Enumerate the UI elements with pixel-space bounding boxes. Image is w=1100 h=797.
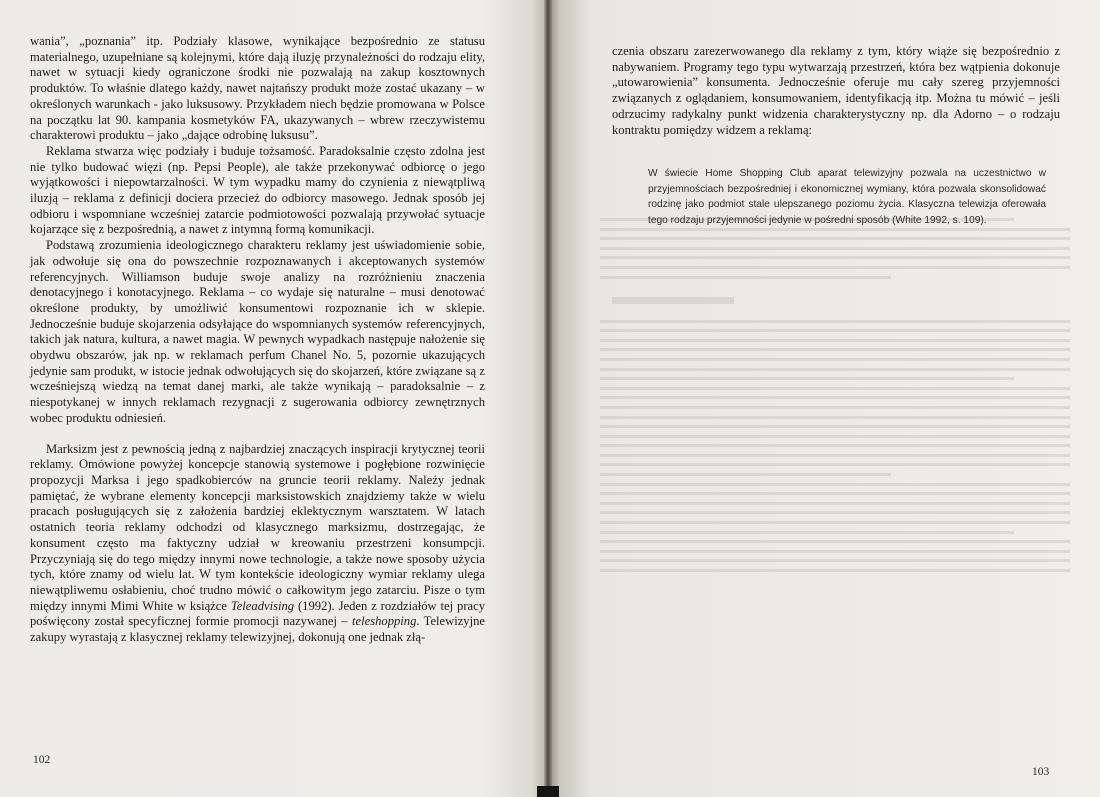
paragraph: Podstawą zrozumienia ideologicznego charakteru reklamy jest uświadomienie sobie, jak odwołuje się ona do powszechnie rozpoznawanych i akceptowanych systemów referencyjnych. Williamson buduje swoje analizy na rozróżnieniu znaczenia denotacyjnego i konotacyjnego. Reklama – co wydaje się naturalne – musi denotować określone produkty, by umożliwić konsumentowi rozpoznanie ich w sklepie. Jednocześnie buduje skojarzenia odsyłające do wspomnianych systemów referencyjnych, takich jak natura, kultura, a nawet magia. W pewnych wypadkach następuje nałożenie się obydwu obszarów, jak np. w reklamach perfum Chanel No. 5, pozornie ukazujących jedynie sam produkt, w istocie jednak odwołujących się do skojarzeń, które związane są z wcześniejszą wiedzą na temat danej marki, ale także wynikają – paradoksalnie – z niespotykanej w innych reklamach rezygnacji z sugerowania odbiorcy zewnętrznych wobec produktu odniesień. <box>30 238 485 425</box>
paragraph-text: (1992). Jeden z rozdziałów tej pracy poświęcony został specyficznej formie promocji nazywanej – <box>30 598 485 629</box>
left-page <box>0 0 548 797</box>
gutter-shadow <box>537 786 559 797</box>
quote-text: W świecie Home Shopping Club aparat telewizyjny pozwala na uczestnictwo w przyjemnościach bezpośredniej i ekonomicznej wymiany, która pozwala skonsolidować rodzinę jako podmiot stale ulepszanego poziomu życia. Klasyczna telewizja oferowała tego rodzaju przyjemności jedynie w pośredni sposób (White 1992, s. 109). <box>648 168 1046 226</box>
page-number: 102 <box>33 754 51 766</box>
right-page-body <box>612 44 1060 138</box>
paragraph-text: . Telewizyjne zakupy wyrastają z klasycznej reklamy telewizyjnej, dokonują one jednak złą- <box>30 614 485 645</box>
block-quote <box>648 166 1046 228</box>
left-page-body <box>30 34 485 646</box>
paragraph: Reklama stwarza więc podziały i buduje tożsamość. Paradoksalnie często zdolna jest nie tylko budować więzi (np. Pepsi People), ale także przekonywać odbiorcę o jego wyjątkowości i niepowtarzalności. W tym wypadku mamy do czynienia z niewątpliwą iluzją – reklama z definicji dociera przecież do odbiorcy masowego. Jednak sposób jej odbioru i wspomniane wcześniej zatarcie podmiotowości pozwalają przywołać sytuacje kojarzące się z bezpośrednią, a nawet z intymną formą komunikacji. <box>30 143 485 237</box>
book-title: Teleadvising <box>230 598 295 613</box>
paragraph: czenia obszaru zarezerwowanego dla reklamy z tym, który wiąże się bezpośrednio z nabywaniem. Programy tego typu wytwarzają przestrzeń, która bez wątpienia dokonuje „utowarowienia” konsumenta. Jednocześnie oferuje mu cały szereg przyjemności związanych z oglądaniem, konsumowaniem, identyfikacją itp. Można tu mówić – jeśli odrzucimy radykalny punkt widzenia charakterystyczny np. dla Adorno – o rodzaju kontraktu pomiędzy widzem a reklamą: <box>612 44 1060 137</box>
paragraph <box>30 442 485 646</box>
paragraph: wania”, „poznania” itp. Podziały klasowe, wynikające bezpośrednio ze statusu materialnego, uzupełniane są kolejnymi, które dają iluzję przynależności do rodzaju elity, nawet w sytuacji kiedy ograniczone środki nie pozwalają na zakup kosztownych produktów. To właśnie dlatego każdy, nawet najtańszy produkt może zostać ukazany – w określonych warunkach - jako luksusowy. Przykładem niech będzie promowana w Polsce na początku lat 90. kampania kosmetyków FA, ukazywanych – wbrew rzeczywistemu charakterowi produktu – jako „dające odrobinę luksusu”. <box>30 34 485 143</box>
bleed-through-text <box>600 212 1070 772</box>
book-gutter <box>544 0 552 797</box>
page-number: 103 <box>1032 766 1050 778</box>
term-italic: teleshopping <box>352 614 417 629</box>
paragraph-text: Marksizm jest z pewnością jedną z najbardziej znaczących inspiracji krytycznej teorii reklamy. Omówione powyżej koncepcje stanowią systemowe i pogłębione rozwinięcie propozycji Marksa i jego spadkobierców na gruncie teorii reklamy. Należy jednak pamiętać, że wybrane elementy koncepcji marksistowskich znajdziemy także w wielu pracach posługujących się z założenia bardziej eklektycznym warsztatem. W latach ostatnich teoria reklamy odchodzi od klasycznego marksizmu, dostrzegając, że konsument często ma faktyczny udział w kreowaniu przestrzeni konsumpcji. Przyczyniają się do tego między innymi nowe technologie, a także nowe sposoby użycia tych, które znamy od wielu lat. W tym kontekście ideologiczny wymiar reklamy ulega niewątpliwemu osłabieniu, choć trudno mówić o całkowitym jego zatarciu. Pisze o tym między innymi Mimi White w książce <box>30 441 485 613</box>
